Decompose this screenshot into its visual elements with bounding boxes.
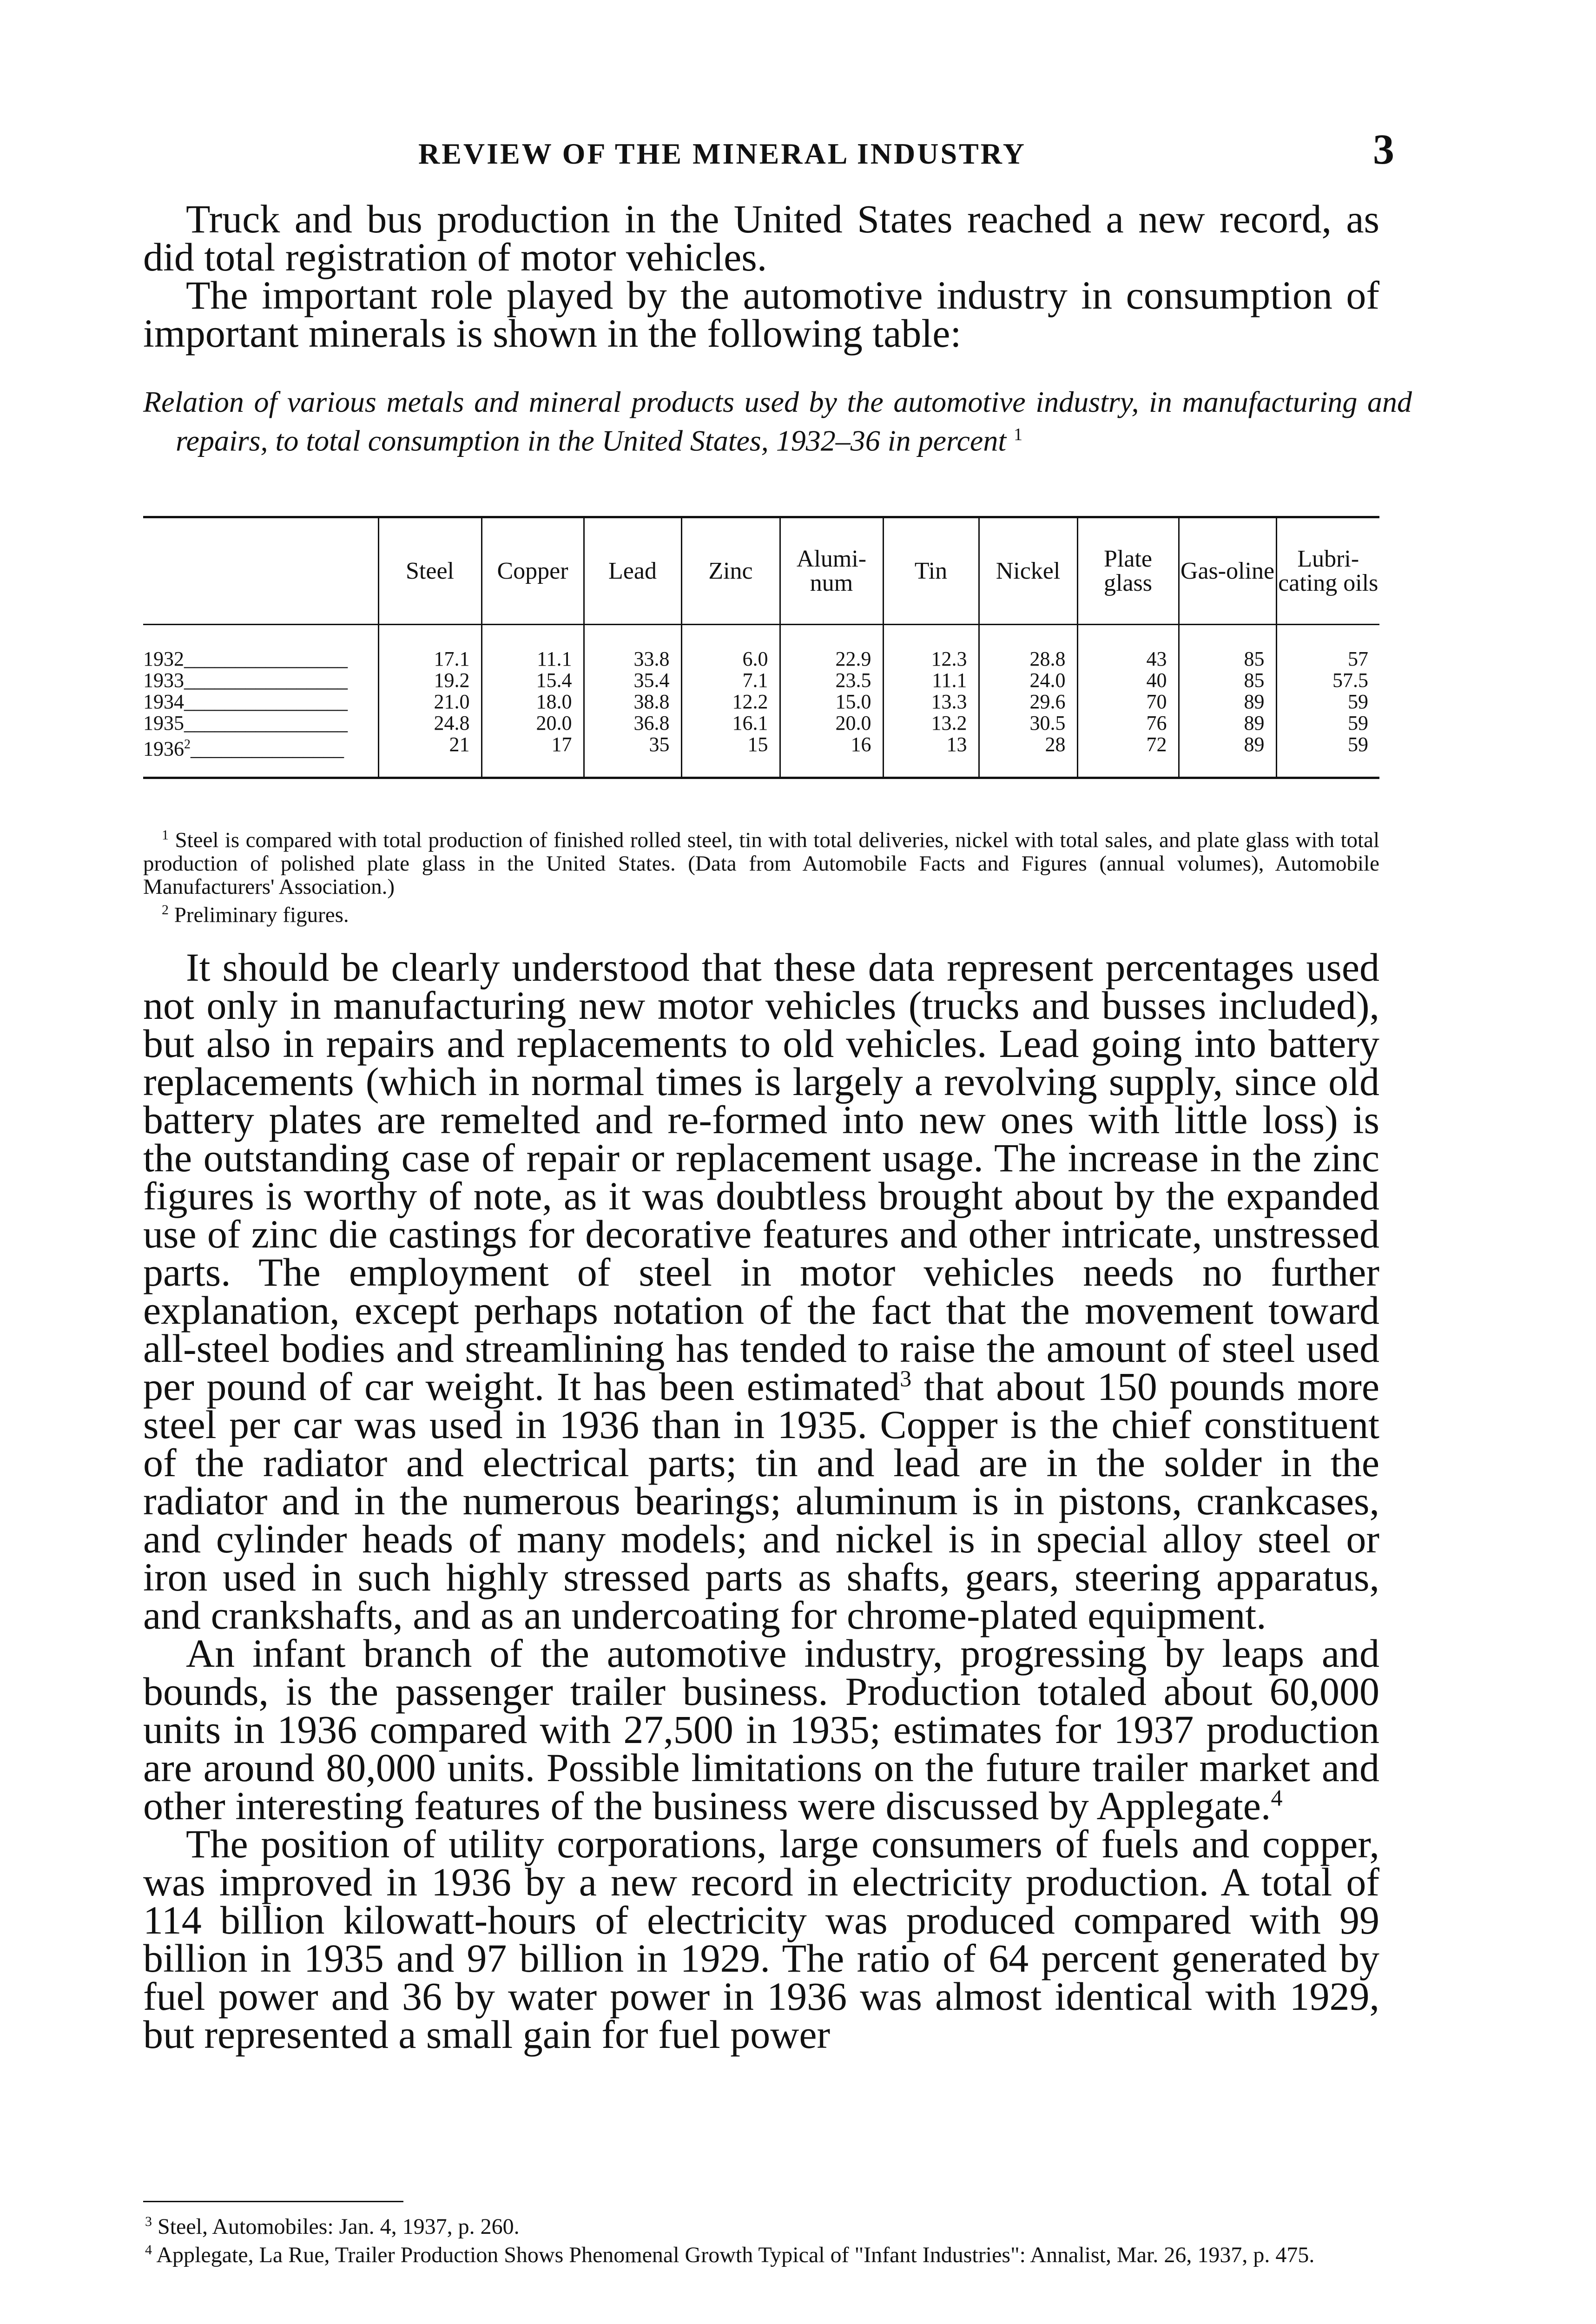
col-header-aluminum: Alumi-num (780, 518, 883, 625)
row-year-1936: 1936$^2$_______________ (143, 737, 344, 760)
row-year-1935: 1935________________ (143, 712, 348, 734)
table-caption-note-ref: 1 (1014, 425, 1023, 444)
cell: 24.0 (979, 670, 1077, 691)
cell: 38.8 (584, 691, 681, 713)
running-title: REVIEW OF THE MINERAL INDUSTRY (418, 137, 1026, 170)
footnote-rule (143, 2201, 403, 2202)
table-row (143, 713, 1379, 734)
intro-paragraph-1: Truck and bus production in the United States reached a new record, as did total registration of motor vehicles. (143, 197, 1379, 279)
cell: 15.0 (780, 691, 883, 713)
cell: 59 (1276, 713, 1379, 734)
table-row (143, 734, 1379, 777)
cell: 24.8 (378, 713, 481, 734)
cell: 23.5 (780, 670, 883, 691)
cell: 70 (1077, 691, 1179, 713)
cell: 72 (1077, 734, 1179, 777)
table-note-1: $^1$ Steel is compared with total production of finished rolled steel, tin with total deliveries, nickel with total sales, and plate glass with total production of polished plate glass in the United States. (Data from Automobile Facts and Figures (annual volumes), Automobile Manufacturers' Association.) (143, 827, 1380, 899)
consumption-table (143, 516, 1379, 779)
cell: 59 (1276, 734, 1379, 777)
cell: 89 (1179, 691, 1276, 713)
cell: 13.3 (883, 691, 979, 713)
footnote-3: $^3$ Steel, Automobiles: Jan. 4, 1937, p. 260. (145, 2214, 520, 2239)
cell: 15.4 (481, 670, 584, 691)
cell: 36.8 (584, 713, 681, 734)
row-year-1932: 1932________________ (143, 647, 348, 670)
cell: 30.5 (979, 713, 1077, 734)
cell: 17.1 (378, 625, 481, 670)
cell: 85 (1179, 670, 1276, 691)
cell: 11.1 (481, 625, 584, 670)
cell: 35.4 (584, 670, 681, 691)
table-row (143, 670, 1379, 691)
row-year-1933: 1933________________ (143, 669, 348, 692)
cell: 40 (1077, 670, 1179, 691)
body-paragraph-1: It should be clearly understood that these data represent percentages used not only in manufacturing new motor vehicles (trucks and busses included), but also in repairs and replacements to old vehicles. Lead going into battery replacements (which in normal times is largely a revolving supply, since old battery plates are remelted and re-formed into new ones with little loss) is the outstanding case of repair or replacement usage. The increase in the zinc figures is worthy of note, as it was doubtless brought about by the expanded use of zinc die castings for decorative features and other intricate, unstressed parts. The employment of steel in motor vehicles needs no further explanation, except perhaps notation of the fact that the movement toward all-steel bodies and streamlining has tended to raise the amount of steel used per pound of car weight. It has been estimated$^3$ that about 150 pounds more steel per car was used in 1936 than in 1935. Copper is the chief constituent of the radiator and electrical parts; tin and lead are in the solder in the radiator and in the numerous bearings; aluminum is in pistons, crankcases, and cylinder heads of many models; and nickel is in special alloy steel or iron used in such highly stressed parts as shafts, gears, steering apparatus, and crankshafts, and as an undercoating for chrome-plated equipment. (143, 945, 1380, 1637)
col-header-lubricating-oils: Lubri-cating oils (1276, 518, 1379, 625)
cell: 19.2 (378, 670, 481, 691)
cell: 13 (883, 734, 979, 777)
col-header-gasoline: Gas-oline (1179, 518, 1276, 625)
cell: 21.0 (378, 691, 481, 713)
cell: 18.0 (481, 691, 584, 713)
cell: 89 (1179, 713, 1276, 734)
table-caption-text: Relation of various metals and mineral products used by the automotive industry, in manufacturing and repairs, to total consumption in the United States, 1932–36 in percent (143, 385, 1412, 457)
row-year-1934: 1934________________ (143, 690, 348, 713)
cell: 28 (979, 734, 1077, 777)
col-header-steel: Steel (378, 518, 481, 625)
cell: 17 (481, 734, 584, 777)
table-header-row (143, 518, 1379, 625)
cell: 43 (1077, 625, 1179, 670)
cell: 57.5 (1276, 670, 1379, 691)
cell: 11.1 (883, 670, 979, 691)
running-head (139, 125, 1394, 174)
table-row (143, 625, 1379, 670)
cell: 33.8 (584, 625, 681, 670)
body-paragraph-2: An infant branch of the automotive industry, progressing by leaps and bounds, is the passenger trailer business. Production totaled about 60,000 units in 1936 compared with 27,500 in 1935; estimates for 1937 production are around 80,000 units. Possible limitations on the future trailer market and other interesting features of the business were discussed by Applegate.$^4$ (143, 1631, 1379, 1828)
cell: 57 (1276, 625, 1379, 670)
col-header-lead: Lead (584, 518, 681, 625)
cell: 21 (378, 734, 481, 777)
table-note-2: $^2$ Preliminary figures. (162, 902, 349, 927)
cell: 35 (584, 734, 681, 777)
cell: 85 (1179, 625, 1276, 670)
cell: 28.8 (979, 625, 1077, 670)
cell: 76 (1077, 713, 1179, 734)
cell: 13.2 (883, 713, 979, 734)
col-header-tin: Tin (883, 518, 979, 625)
body-text (143, 945, 1380, 2057)
footnote-4: $^4$ Applegate, La Rue, Trailer Production Shows Phenomenal Growth Typical of "Infant Industries": Annalist, Mar. 26, 1937, p. 475. (145, 2242, 1315, 2267)
page-number: 3 (1373, 125, 1394, 173)
cell: 12.2 (681, 691, 780, 713)
cell: 7.1 (681, 670, 780, 691)
table-row (143, 691, 1379, 713)
cell: 6.0 (681, 625, 780, 670)
table-caption (143, 386, 1412, 457)
cell: 89 (1179, 734, 1276, 777)
cell: 59 (1276, 691, 1379, 713)
cell: 29.6 (979, 691, 1077, 713)
body-paragraph-3: The position of utility corporations, large consumers of fuels and copper, was improved in 1936 by a new record in electricity production. A total of 114 billion kilowatt-hours of electricity was produced compared with 99 billion in 1935 and 97 billion in 1929. The ratio of 64 percent generated by fuel power and 36 by water power in 1936 was almost identical with 1929, but represented a small gain for fuel power (143, 1822, 1379, 2057)
col-header-zinc: Zinc (681, 518, 780, 625)
row-note-ref: 2 (184, 737, 191, 752)
table-stub-header (143, 518, 378, 625)
cell: 22.9 (780, 625, 883, 670)
intro-paragraph-2: The important role played by the automotive industry in consumption of important minerals is shown in the following table: (143, 273, 1379, 356)
col-header-copper: Copper (481, 518, 584, 625)
cell: 12.3 (883, 625, 979, 670)
cell: 15 (681, 734, 780, 777)
cell: 16 (780, 734, 883, 777)
footnotes (122, 2210, 1379, 2267)
cell: 20.0 (780, 713, 883, 734)
col-header-plate-glass: Plate glass (1077, 518, 1179, 625)
cell: 16.1 (681, 713, 780, 734)
cell: 20.0 (481, 713, 584, 734)
intro-text (143, 197, 1379, 356)
col-header-nickel: Nickel (979, 518, 1077, 625)
table-notes (143, 824, 1379, 926)
